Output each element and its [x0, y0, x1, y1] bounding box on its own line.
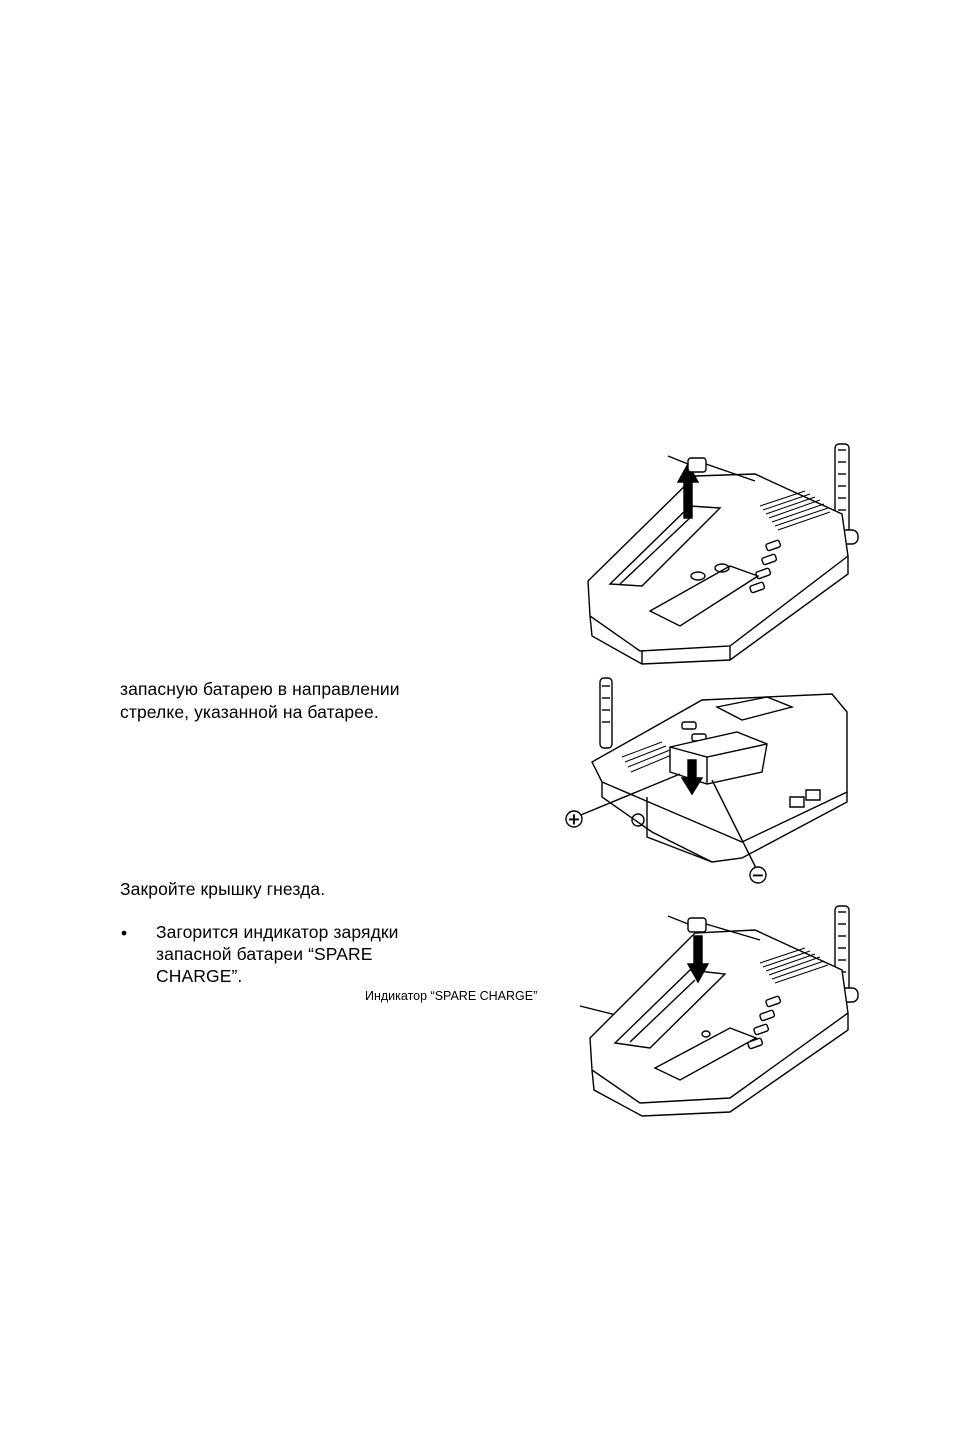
base-unit-body: [588, 474, 848, 651]
figure-remove-battery: [580, 436, 870, 666]
svg-text:−: −: [751, 865, 765, 885]
antenna-icon: [600, 678, 612, 748]
polarity-plus-icon: [566, 810, 582, 829]
svg-text:+: +: [567, 809, 581, 829]
step3-bullet-line2: запасной батареи “SPARE: [156, 944, 373, 964]
step3-bullet-line1: Загорится индикатор зарядки: [156, 922, 399, 942]
figure-insert-battery: [562, 672, 862, 887]
step3-instruction: Закройте крышку гнезда.: [120, 879, 326, 899]
step2-line1: запасную батарею в направлении: [120, 679, 400, 699]
step2-line2: стрелке, указанной на батарее.: [120, 702, 379, 722]
figure-spare-charge-indicator: [560, 898, 870, 1116]
step3-bullet-line3: CHARGE”.: [156, 966, 243, 986]
polarity-minus-icon: [750, 866, 766, 885]
bullet-marker: •: [121, 923, 128, 943]
spare-charge-callout: Индикатор “SPARE CHARGE”: [365, 989, 538, 1003]
